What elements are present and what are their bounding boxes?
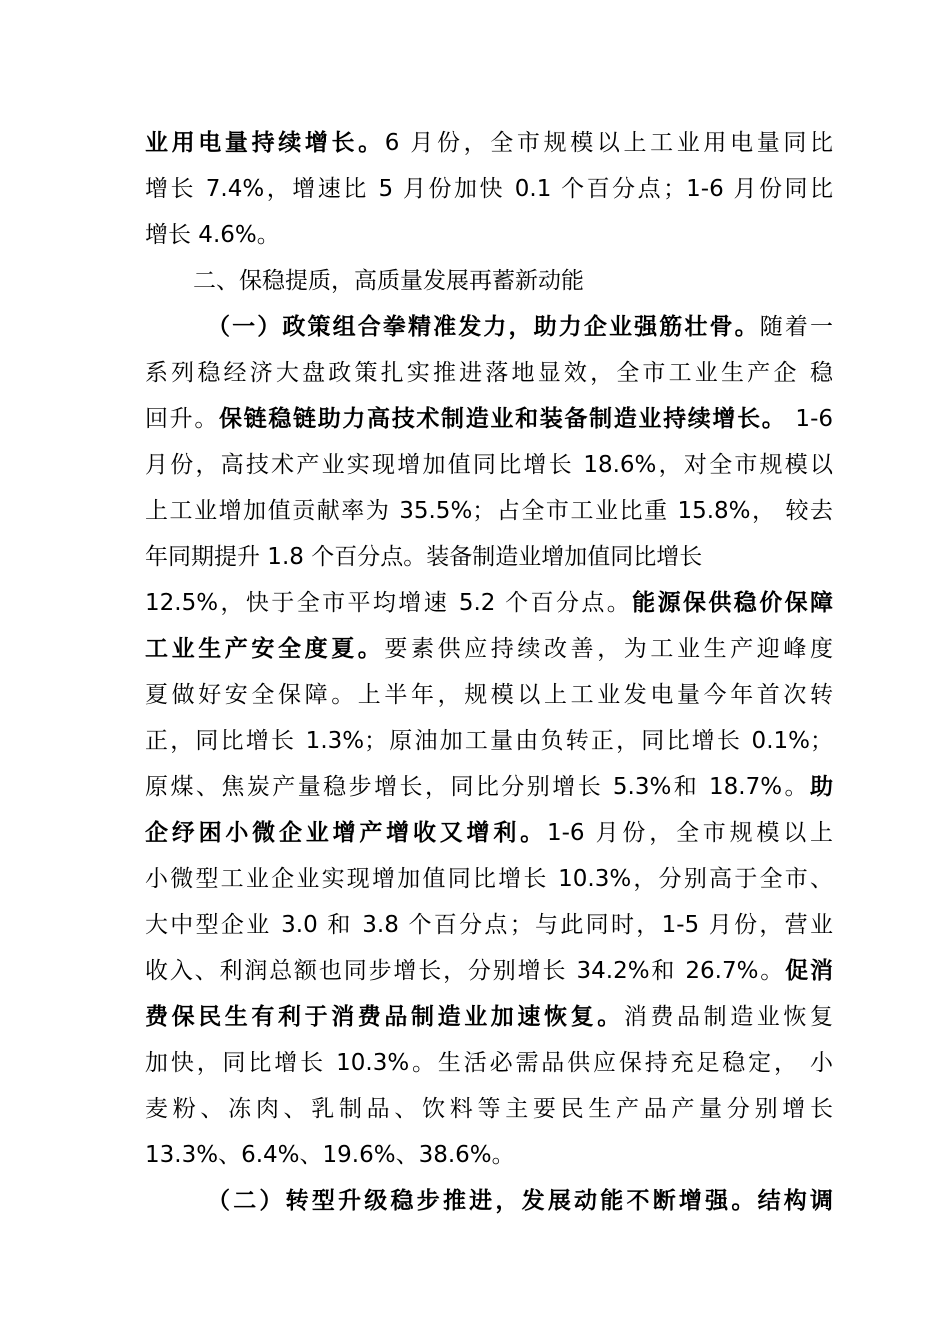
text-run: 1-6 <box>786 406 833 432</box>
text-run: 正，同比增长 1.3%；原油加工量由负转正，同比增长 0.1%； <box>145 728 833 754</box>
text-run: 随着一 <box>759 314 833 340</box>
bold-text-run: 促消 <box>785 958 833 984</box>
text-run: 要素供应持续改善，为工业生产迎峰度 <box>384 636 833 662</box>
bold-text-run: 保链稳链助力高技术制造业和装备制造业持续增长。 <box>219 406 787 432</box>
section-heading <box>145 258 833 304</box>
bold-text-run: （二）转型升级稳步推进，发展动能不断增强。结构调 <box>207 1188 833 1214</box>
bold-text-run: 助 <box>810 774 833 800</box>
text-run: 增长 7.4%，增速比 5 月份加快 0.1 个百分点；1-6 月份同比 <box>145 176 833 202</box>
text-run: 原煤、焦炭产量稳步增长，同比分别增长 5.3%和 18.7%。 <box>145 774 810 800</box>
text-line <box>145 1086 833 1132</box>
text-line <box>145 718 833 764</box>
text-line <box>145 1040 833 1086</box>
bold-text-run: 业用电量持续增长。 <box>145 130 385 156</box>
text-run: 回升。 <box>145 406 220 432</box>
text-line <box>145 856 833 902</box>
text-run: 二、保稳提质，高质量发展再蓄新动能 <box>193 268 584 294</box>
text-line <box>145 304 833 350</box>
text-run: 加快，同比增长 10.3%。生活必需品供应保持充足稳定， 小 <box>145 1050 833 1076</box>
text-run: 年同期提升 1.8 个百分点。装备制造业增加值同比增长 <box>145 544 703 570</box>
text-line <box>145 810 833 856</box>
text-line <box>145 396 833 442</box>
text-line <box>145 1178 833 1224</box>
text-line <box>145 350 833 396</box>
text-line <box>145 212 833 258</box>
text-line <box>145 672 833 718</box>
text-line <box>145 764 833 810</box>
text-run: 系列稳经济大盘政策扎实推进落地显效，全市工业生产企 稳 <box>145 360 833 386</box>
text-line <box>145 442 833 488</box>
text-line <box>145 1132 833 1178</box>
text-line <box>145 488 833 534</box>
text-run: 麦粉、冻肉、乳制品、饮料等主要民生产品产量分别增长 <box>145 1096 833 1122</box>
document-body <box>145 120 833 1224</box>
text-run: 夏做好安全保障。上半年，规模以上工业发电量今年首次转 <box>145 682 833 708</box>
text-run: 收入、利润总额也同步增长，分别增长 34.2%和 26.7%。 <box>145 958 786 984</box>
text-run: 消费品制造业恢复 <box>623 1004 833 1030</box>
text-run: 大中型企业 3.0 和 3.8 个百分点；与此同时，1-5 月份，营业 <box>145 912 833 938</box>
bold-text-run: （一）政策组合拳精准发力，助力企业强筋壮骨。 <box>207 314 760 340</box>
text-run: 增长 4.6%。 <box>145 222 280 248</box>
text-line <box>145 580 833 626</box>
text-run: 12.5%，快于全市平均增速 5.2 个百分点。 <box>145 590 633 616</box>
bold-text-run: 企纾困小微企业增产增收又增利。 <box>145 820 547 846</box>
text-run: 月份，高技术产业实现增加值同比增长 18.6%，对全市规模以 <box>145 452 833 478</box>
text-line <box>145 902 833 948</box>
text-run: 上工业增加值贡献率为 35.5%；占全市工业比重 15.8%， 较去 <box>145 498 833 524</box>
text-run: 小微型工业企业实现增加值同比增长 10.3%，分别高于全市、 <box>145 866 833 892</box>
bold-text-run: 能源保供稳价保障 <box>632 590 833 616</box>
text-run: 6 月份，全市规模以上工业用电量同比 <box>384 130 833 156</box>
text-line <box>145 626 833 672</box>
text-line <box>145 948 833 994</box>
bold-text-run: 工业生产安全度夏。 <box>145 636 385 662</box>
text-run: 13.3%、6.4%、19.6%、38.6%。 <box>145 1142 515 1168</box>
text-line <box>145 120 833 166</box>
text-line <box>145 534 833 580</box>
text-line <box>145 166 833 212</box>
text-run: 1-6 月份，全市规模以上 <box>546 820 833 846</box>
bold-text-run: 费保民生有利于消费品制造业加速恢复。 <box>145 1004 624 1030</box>
text-line <box>145 994 833 1040</box>
